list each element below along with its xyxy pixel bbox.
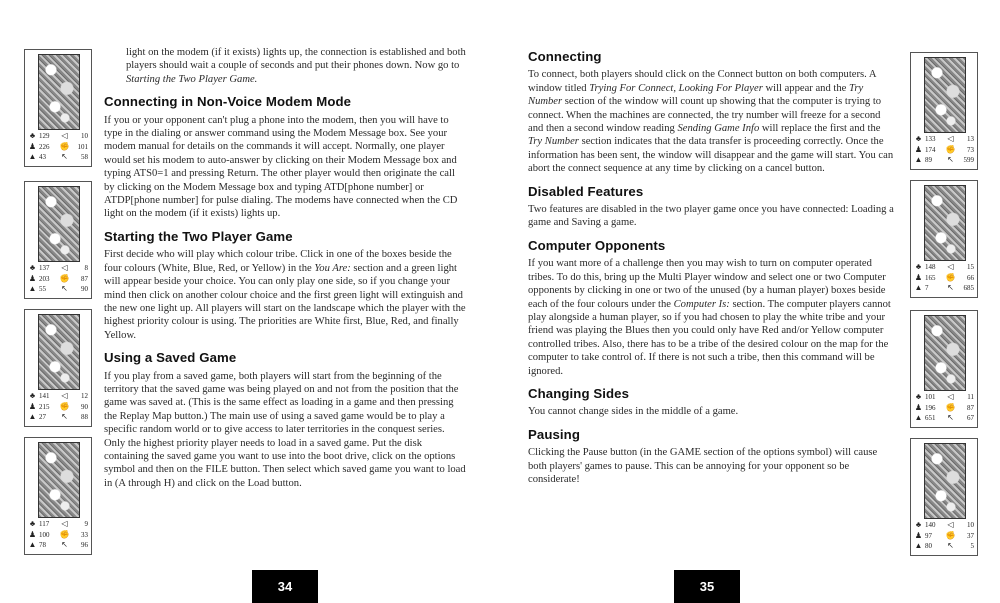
left-text-column: [104, 46, 466, 490]
section-paragraph: If you want more of a challenge then you may wish to turn on computer operated tribes. To do this, bring up the Multi Player window and select one or two Computer opponents by clicking in one or two of the unused (by a human player) boxes beside each of the four colours under the Computer Is: section. The computer players cannot play alongside a human player, so if you had chosen to play the white tribe and your friend was playing the Blues then you could only have Red and/or Yellow computer controlled tribes. Also, there has to be a tribe of the desired colour on the map for the computer to take control of. If there is not such a tribe, then this command will be ignored.: [528, 258, 891, 377]
person-icon: ♟: [28, 529, 37, 539]
person-icon: ♟: [914, 530, 923, 540]
stats-panel: ♣ 148 ◁ 15 ♟ 165 ✊ 66 ▲ 7 ↖ 685: [914, 262, 974, 293]
bird-icon: ↖: [61, 412, 68, 422]
hut-icon: ▲: [28, 540, 37, 550]
tree-icon: ♣: [29, 519, 36, 529]
section-heading: Disabled Features: [528, 183, 644, 199]
bird-icon: ↖: [947, 155, 954, 165]
section-paragraph: Two features are disabled in the two player game once you have connected: Loading a game and Saving a game.: [528, 204, 894, 229]
stats-panel: ♣ 129 ◁ 10 ♟ 226 ✊ 101 ▲ 43 ↖ 58: [28, 131, 88, 162]
horn-icon: ◁: [947, 134, 954, 144]
map-screenshot-card: [910, 438, 978, 556]
bird-icon: ↖: [947, 283, 954, 293]
map-screenshot-card: [910, 180, 978, 298]
terrain-map-thumbnail: [924, 185, 966, 261]
horn-icon: ◁: [947, 520, 954, 530]
tree-icon: ♣: [29, 263, 36, 273]
fist-icon: ✊: [59, 529, 70, 539]
fist-icon: ✊: [945, 402, 956, 412]
hut-icon: ▲: [28, 412, 37, 422]
bird-icon: ↖: [61, 284, 68, 294]
stats-panel: ♣ 141 ◁ 12 ♟ 215 ✊ 90 ▲ 27 ↖ 88: [28, 391, 88, 422]
fist-icon: ✊: [945, 530, 956, 540]
hut-icon: ▲: [914, 541, 923, 551]
horn-icon: ◁: [61, 131, 68, 141]
terrain-map-thumbnail: [38, 314, 80, 390]
terrain-map-thumbnail: [38, 54, 80, 130]
section-heading: Connecting in Non-Voice Modem Mode: [104, 94, 352, 110]
page-number: 35: [674, 570, 740, 603]
right-text-column: [528, 48, 894, 486]
section-heading: Changing Sides: [528, 385, 630, 401]
hut-icon: ▲: [914, 155, 923, 165]
fist-icon: ✊: [945, 144, 956, 154]
bird-icon: ↖: [947, 541, 954, 551]
map-screenshot-card: [910, 310, 978, 428]
person-icon: ♟: [28, 401, 37, 411]
terrain-map-thumbnail: [924, 57, 966, 133]
horn-icon: ◁: [61, 391, 68, 401]
section-paragraph: To connect, both players should click on the Connect button on both computers. A window titled Trying For Connect, Looking For Player will appear and the Try Number section of the window will count up showing that the computer is trying to connect. When the machines are connected, the try number will freeze for a second and then a second window reading Sending Game Info will replace the first and the Try Number section indicates that the data transfer is proceeding correctly. Once the information has been sent, the window will disappear and the game will start. You can abort the connect sequence at any time by clicking on a cancel button.: [528, 69, 894, 175]
bird-icon: ↖: [61, 540, 68, 550]
stats-panel: ♣ 101 ◁ 11 ♟ 196 ✊ 87 ▲ 651 ↖ 67: [914, 392, 974, 423]
section-paragraph: If you or your opponent can't plug a phone into the modem, then you will have to type in the dialing or answer command using the Modem Message box. See your modem manual for details on the commands it will accept. Normally, one player would set his modem to auto-answer by clicking on their Modem Message box and typing ATS0=1 and pressing Return. The other player would then originate the call by clicking on the Modem Message box and typing ATD[phone number] or ATDP[phone number] for pulse dialing. The modems have connected when the CD light on the modem (if it exists) lights up.: [104, 114, 458, 220]
person-icon: ♟: [28, 273, 37, 283]
hut-icon: ▲: [28, 284, 37, 294]
section-paragraph: First decide who will play which colour tribe. Click in one of the boxes beside the four colours (White, Blue, Red, or Yellow) in the You Are: section and a green light will appear beside your choice. You can only play one side, so if you change your mind then click on another colour choice and the first green light will extinguish and the new one light up. All players will start on the landscape which the player with the highest priority colour is using. The priorities are White first, Blue, Red, and finally Yellow.: [104, 249, 466, 341]
bird-icon: ↖: [947, 413, 954, 423]
hut-icon: ▲: [914, 413, 923, 423]
map-screenshot-card: [24, 49, 92, 167]
horn-icon: ◁: [947, 392, 954, 402]
section-heading: Connecting: [528, 49, 602, 64]
horn-icon: ◁: [61, 519, 68, 529]
fist-icon: ✊: [59, 141, 70, 151]
section-paragraph: If you play from a saved game, both players will start from the beginning of the territory that the saved game was being played on and not from the position that the game was saved at. (This is the same effect as loading in a game and then pressing the Replay Map button.) The main use of using a saved game would be to play a specific random world or to give access to later territories in the conquest series. Only the highest priority player needs to load in a saved game. Put the disk containing the saved game you want to use into the boot drive, click on the options symbol and then on the FILE button. Then select which saved game you want to load in (A through H) and click on the Load button.: [104, 370, 466, 489]
map-screenshot-card: [910, 52, 978, 170]
section-heading: Starting the Two Player Game: [104, 228, 293, 244]
page-number: 34: [252, 570, 318, 603]
tree-icon: ♣: [29, 131, 36, 141]
right-page: [500, 0, 1000, 603]
stats-panel: ♣ 140 ◁ 10 ♟ 97 ✊ 37 ▲ 80 ↖ 5: [914, 520, 974, 551]
person-icon: ♟: [914, 144, 923, 154]
person-icon: ♟: [28, 141, 37, 151]
section-heading: Pausing: [528, 426, 580, 442]
tree-icon: ♣: [915, 262, 922, 272]
terrain-map-thumbnail: [38, 442, 80, 518]
section-heading: Using a Saved Game: [104, 350, 237, 366]
hut-icon: ▲: [28, 152, 37, 162]
section-paragraph: Clicking the Pause button (in the GAME section of the options symbol) will cause both players' games to pause. This can be annoying for your opponent so be considerate!: [528, 447, 878, 485]
tree-icon: ♣: [915, 520, 922, 530]
section-paragraph: You cannot change sides in the middle of a game.: [528, 406, 739, 418]
bird-icon: ↖: [61, 152, 68, 162]
map-screenshot-card: [24, 309, 92, 427]
hut-icon: ▲: [914, 283, 923, 293]
stats-panel: ♣ 117 ◁ 9 ♟ 100 ✊ 33 ▲ 78 ↖ 96: [28, 519, 88, 550]
person-icon: ♟: [914, 272, 923, 282]
map-screenshot-card: [24, 437, 92, 555]
tree-icon: ♣: [29, 391, 36, 401]
horn-icon: ◁: [947, 262, 954, 272]
intro-paragraph: light on the modem (if it exists) lights up, the connection is established and both players should wait a couple of seconds and put their phones down. Now go to Starting the Two Player Game.: [126, 47, 466, 85]
fist-icon: ✊: [945, 272, 956, 282]
tree-icon: ♣: [915, 134, 922, 144]
tree-icon: ♣: [915, 392, 922, 402]
terrain-map-thumbnail: [924, 315, 966, 391]
stats-panel: ♣ 133 ◁ 13 ♟ 174 ✊ 73 ▲ 89 ↖ 599: [914, 134, 974, 165]
terrain-map-thumbnail: [38, 186, 80, 262]
fist-icon: ✊: [59, 401, 70, 411]
section-heading: Computer Opponents: [528, 237, 666, 253]
horn-icon: ◁: [61, 263, 68, 273]
terrain-map-thumbnail: [924, 443, 966, 519]
map-screenshot-card: [24, 181, 92, 299]
fist-icon: ✊: [59, 273, 70, 283]
stats-panel: ♣ 137 ◁ 8 ♟ 203 ✊ 87 ▲ 55 ↖ 90: [28, 263, 88, 294]
person-icon: ♟: [914, 402, 923, 412]
